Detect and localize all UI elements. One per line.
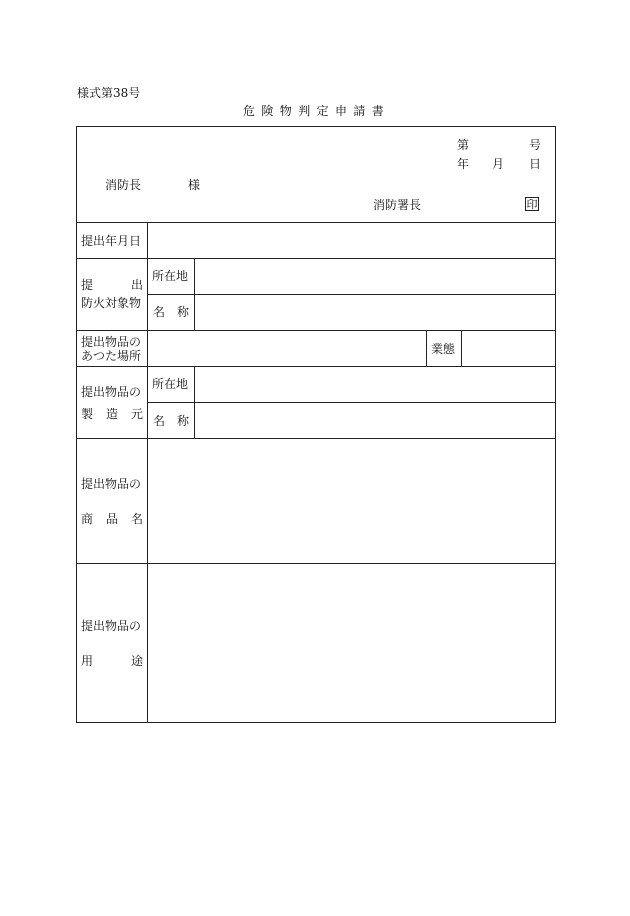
- maker-address-label: 所在地: [152, 377, 189, 391]
- rule-target-bottom: [76, 330, 556, 331]
- rule-target-middle: [147, 294, 556, 295]
- usage-label-2b: 途: [131, 654, 144, 668]
- target-name-label-2: 称: [177, 305, 190, 319]
- product-label-1: 提出物品の: [81, 477, 142, 491]
- maker-label-2c: 元: [131, 407, 144, 421]
- target-address-label: 所在地: [152, 269, 189, 283]
- form-number: 様式第38号: [77, 86, 141, 100]
- target-label-1: 提: [81, 278, 94, 292]
- usage-label-2a: 用: [81, 654, 94, 668]
- rule-label-column: [147, 222, 148, 723]
- rule-business-right: [461, 330, 462, 366]
- business-label: 業態: [431, 342, 456, 356]
- maker-label-1: 提出物品の: [81, 385, 142, 399]
- date-day: 日: [529, 157, 542, 171]
- honorific: 様: [188, 178, 201, 192]
- rule-maker-bottom: [76, 438, 556, 439]
- usage-label-1: 提出物品の: [81, 619, 142, 633]
- maker-name-label-2: 称: [177, 414, 190, 428]
- issuer: 消防署長: [373, 198, 422, 212]
- product-label-2c: 名: [131, 512, 144, 526]
- addressee: 消防長: [105, 178, 142, 192]
- form-frame: [76, 126, 556, 723]
- product-label-2b: 品: [106, 512, 119, 526]
- target-label-2: 出: [131, 278, 144, 292]
- maker-label-2a: 製: [81, 407, 94, 421]
- rule-place-bottom: [76, 366, 556, 367]
- submit-date-label: 提出年月日: [81, 234, 142, 248]
- maker-name-label-1: 名: [153, 414, 166, 428]
- number-go: 号: [529, 138, 542, 152]
- maker-label-2b: 造: [106, 407, 119, 421]
- place-label-1: 提出物品の: [81, 335, 142, 349]
- rule-maker-sublabel: [194, 366, 195, 438]
- number-dai: 第: [457, 138, 470, 152]
- seal-stamp: 印: [526, 197, 538, 211]
- target-label-3: 防火対象物: [81, 296, 142, 310]
- rule-business-left: [426, 330, 427, 366]
- rule-product-bottom: [76, 563, 556, 564]
- document-title: 危険物判定申請書: [243, 104, 391, 118]
- date-month: 月: [492, 157, 505, 171]
- product-label-2a: 商: [81, 512, 94, 526]
- rule-header-bottom: [76, 222, 556, 223]
- place-label-2: あつた場所: [81, 349, 142, 363]
- rule-maker-middle: [147, 402, 556, 403]
- rule-submit-date-bottom: [76, 258, 556, 259]
- target-name-label-1: 名: [153, 305, 166, 319]
- rule-target-sublabel: [194, 258, 195, 330]
- date-year: 年: [457, 157, 470, 171]
